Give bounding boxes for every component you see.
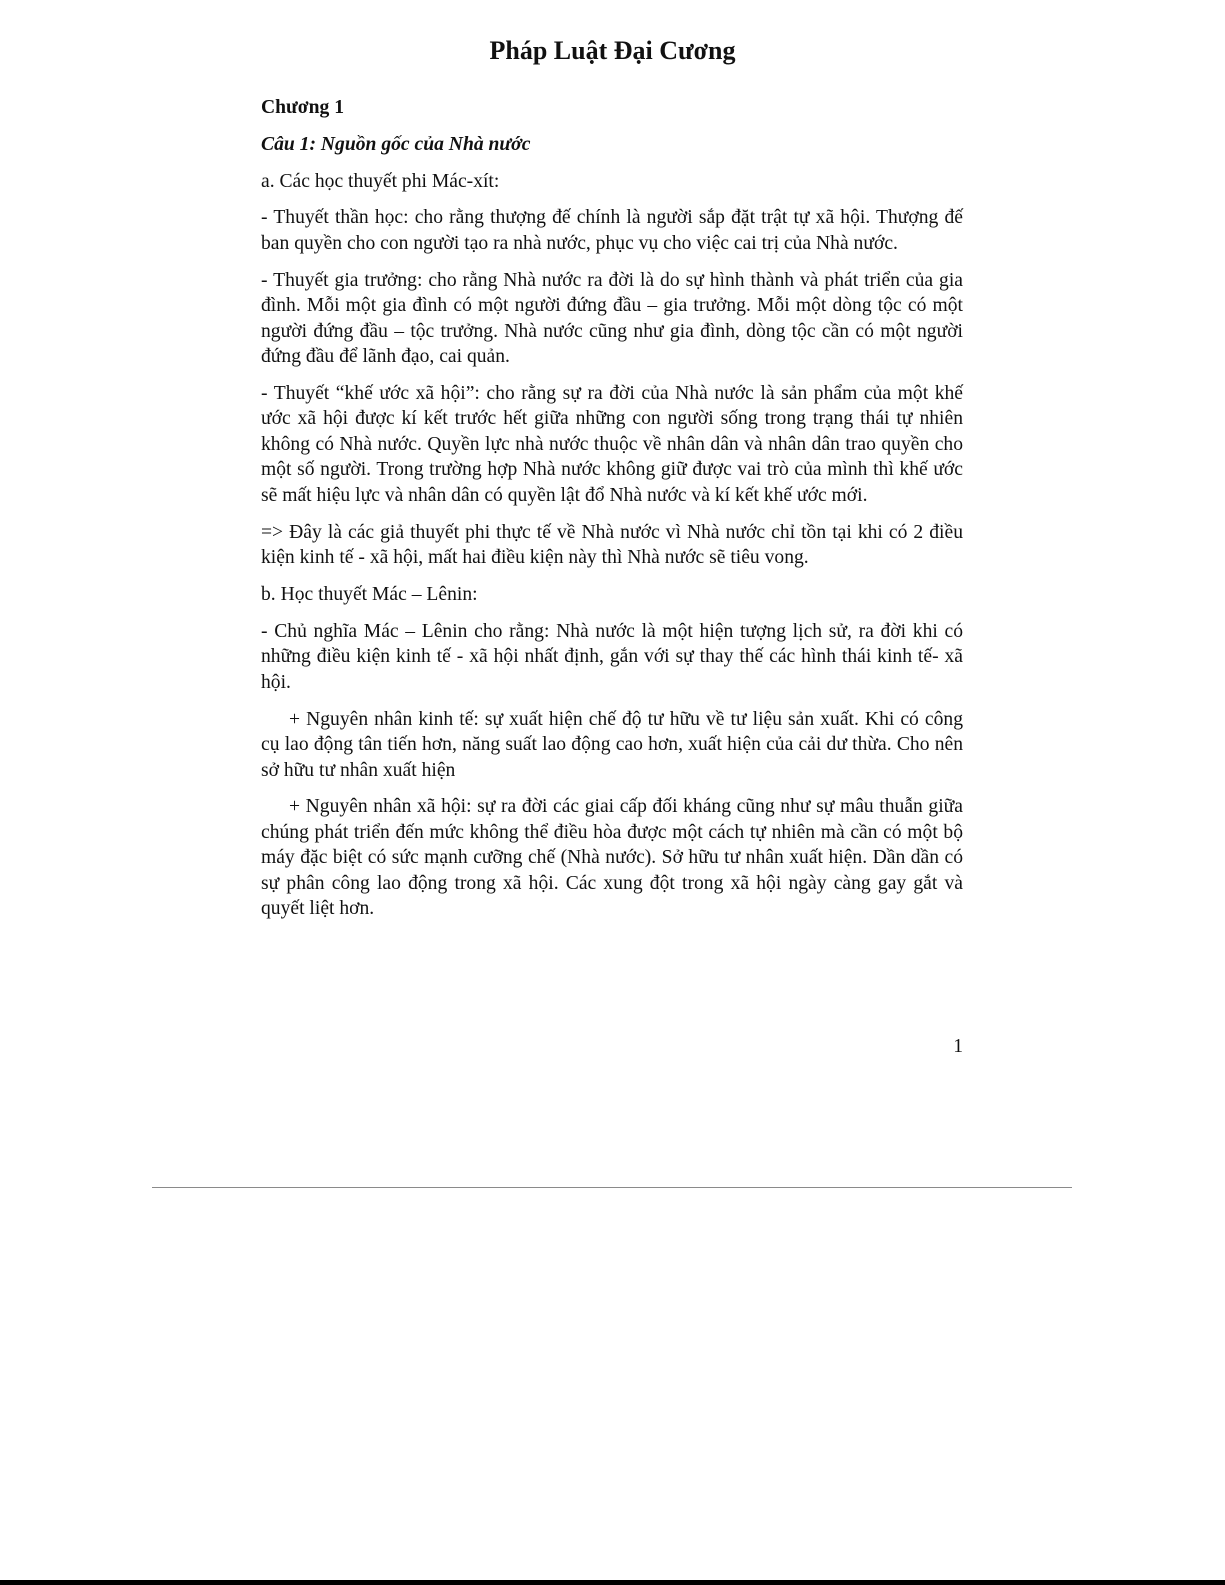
bottom-edge-bar: [0, 1580, 1225, 1585]
section-b-heading: b. Học thuyết Mác – Lênin:: [261, 584, 478, 606]
paragraph-social-cause: + Nguyên nhân xã hội: sự ra đời các giai cấp đối kháng cũng như sự mâu thuẫn giữa chúng phát triển đến mức không thể điều hòa được một cách tự nhiên mà cần có một bộ máy đặc biệt có sức mạnh cưỡng chế (Nhà nước). Sở hữu tư nhân xuất hiện. Dần dần có sự phân công lao động trong xã hội. Các xung đột trong xã hội ngày càng gay gắt và quyết liệt hơn.: [261, 796, 963, 920]
question-heading: Câu 1: Nguồn gốc của Nhà nước: [261, 133, 531, 155]
paragraph-conclusion: => Đây là các giả thuyết phi thực tế về Nhà nước vì Nhà nước chỉ tồn tại khi có 2 điều kiện kinh tế - xã hội, mất hai điều kiện này thì Nhà nước sẽ tiêu vong.: [261, 521, 963, 569]
paragraph-patriarchal: - Thuyết gia trưởng: cho rằng Nhà nước ra đời là do sự hình thành và phát triển của gia đình. Mỗi một gia đình có một người đứng đầu – gia trưởng. Mỗi một dòng tộc có một người đứng đầu – tộc trưởng. Nhà nước cũng như gia đình, dòng tộc cần có một người đứng đầu để lãnh đạo, cai quản.: [261, 269, 963, 368]
page-divider: [152, 1187, 1072, 1188]
paragraph-theology: - Thuyết thần học: cho rằng thượng đế chính là người sắp đặt trật tự xã hội. Thượng đế ban quyền cho con người tạo ra nhà nước, phục vụ cho việc cai trị của Nhà nước.: [261, 207, 963, 254]
document-title: Pháp Luật Đại Cương: [489, 36, 736, 65]
paragraph-social-contract: - Thuyết “khế ước xã hội”: cho rằng sự ra đời của Nhà nước là sản phẩm của một khế ước xã hội được kí kết trước hết giữa những con người sống trong trạng thái tự nhiên không có Nhà nước. Quyền lực nhà nước thuộc về nhân dân và nhân dân trao quyền cho một số người. Trong trường hợp Nhà nước không giữ được vai trò của mình thì khế ước sẽ mất hiệu lực và nhân dân có quyền lật đổ Nhà nước và kí kết khế ước mới.: [261, 382, 963, 506]
paragraph-economic-cause: + Nguyên nhân kinh tế: sự xuất hiện chế độ tư hữu về tư liệu sản xuất. Khi có công cụ lao động tân tiến hơn, năng suất lao động cao hơn, xuất hiện của cải dư thừa. Cho nên sở hữu tư nhân xuất hiện: [261, 708, 963, 781]
section-a-heading: a. Các học thuyết phi Mác-xít:: [261, 170, 500, 192]
paragraph-marxist: - Chủ nghĩa Mác – Lênin cho rằng: Nhà nước là một hiện tượng lịch sử, ra đời khi có những điều kiện kinh tế - xã hội nhất định, gắn với sự thay thế các hình thái kinh tế- xã hội.: [261, 620, 963, 693]
page-number: 1: [953, 1036, 963, 1057]
chapter-heading: Chương 1: [261, 97, 345, 118]
document-body: [261, 95, 963, 933]
